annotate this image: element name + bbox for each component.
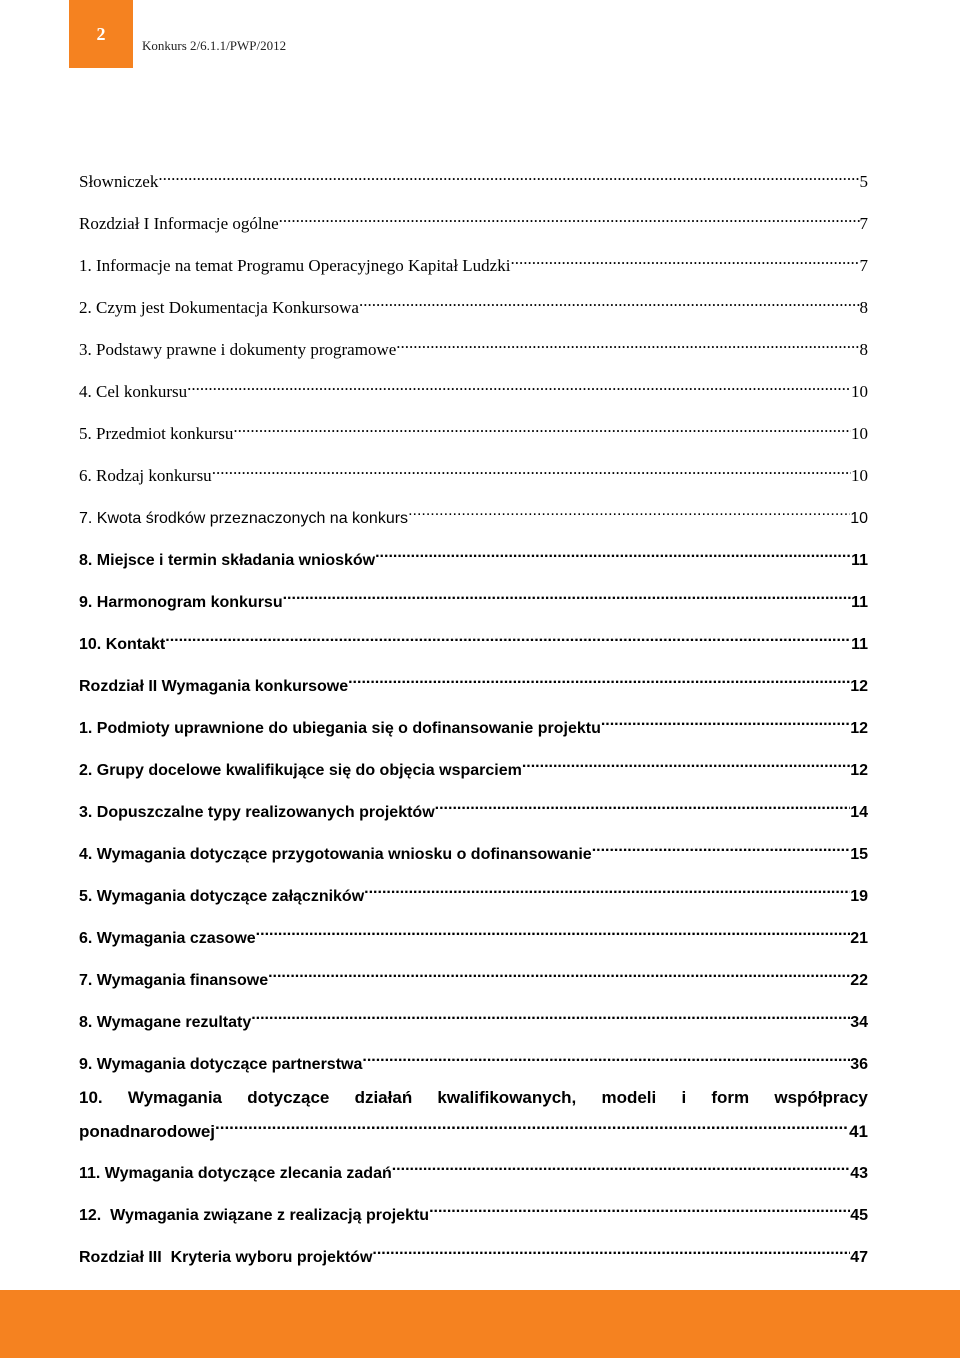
toc-entry-label: 8. Miejsce i termin składania wniosków	[79, 552, 376, 569]
toc-word: 10.	[79, 1088, 103, 1107]
toc-entry-page: 15	[850, 846, 868, 863]
toc-leader-dots	[215, 1111, 849, 1137]
toc-leader-dots	[256, 919, 851, 943]
toc-entry-page: 12	[850, 678, 868, 695]
toc-leader-dots	[364, 877, 850, 901]
toc-entry-page: 36	[850, 1056, 868, 1073]
toc-entry-1-8[interactable]	[79, 541, 868, 569]
toc-entry-page: 34	[850, 1014, 868, 1031]
toc-entry-label: 8. Wymagane rezultaty	[79, 1014, 252, 1031]
toc-entry-rozdzial-2[interactable]	[79, 667, 868, 695]
toc-leader-dots	[375, 541, 851, 565]
toc-leader-dots	[158, 163, 859, 187]
toc-entry-page: 21	[850, 930, 868, 947]
toc-entry-1-7[interactable]	[79, 499, 868, 527]
toc-leader-dots	[601, 709, 850, 733]
toc-leader-dots	[392, 1154, 850, 1178]
toc-entry-2-10[interactable]	[79, 1085, 868, 1145]
page-number-tab	[69, 0, 133, 68]
toc-word: modeli	[601, 1088, 657, 1107]
toc-entry-page: 11	[851, 594, 868, 611]
toc-entry-2-11[interactable]	[79, 1154, 868, 1182]
toc-leader-dots	[408, 499, 850, 523]
toc-entry-page: 47	[850, 1249, 868, 1266]
toc-entry-1-9[interactable]	[79, 583, 868, 611]
toc-entry-page: 10	[851, 382, 868, 401]
toc-word: działań	[354, 1088, 413, 1107]
toc-entry-label: 7. Wymagania finansowe	[79, 972, 269, 989]
toc-word: form	[711, 1088, 750, 1107]
toc-entry-page: 22	[850, 972, 868, 989]
toc-leader-dots	[348, 667, 850, 691]
toc-leader-dots	[283, 583, 851, 607]
toc-entry-page: 8	[859, 340, 868, 359]
toc-leader-dots	[187, 373, 851, 397]
toc-entry-1-4[interactable]	[79, 373, 868, 401]
toc-entry-page: 12	[850, 720, 868, 737]
toc-entry-page: 11	[851, 552, 868, 569]
toc-entry-page: 11	[851, 636, 868, 653]
toc-entry-page: 10	[851, 466, 868, 485]
toc-leader-dots	[592, 835, 851, 859]
toc-leader-dots	[362, 1045, 850, 1069]
toc-entry-page: 10	[851, 424, 868, 443]
toc-entry-label: 6. Wymagania czasowe	[79, 930, 256, 947]
toc-entry-1-6[interactable]	[79, 457, 868, 485]
toc-leader-dots	[268, 961, 850, 985]
toc-leader-dots	[429, 1196, 850, 1220]
toc-entry-slowniczek[interactable]	[79, 163, 868, 191]
document-reference: Konkurs 2/6.1.1/PWP/2012	[142, 38, 287, 53]
toc-entry-label: 2. Grupy docelowe kwalifikujące się do objęcia wsparciem	[79, 762, 522, 779]
toc-entry-page: 41	[849, 1122, 868, 1141]
toc-entry-2-12[interactable]	[79, 1196, 868, 1224]
toc-entry-label: 1. Podmioty uprawnione do ubiegania się o dofinansowanie projektu	[79, 720, 601, 737]
toc-entry-2-3[interactable]	[79, 793, 868, 821]
toc-leader-dots	[279, 205, 860, 229]
toc-entry-label: 9. Harmonogram konkursu	[79, 594, 283, 611]
toc-entry-2-8[interactable]	[79, 1003, 868, 1031]
toc-entry-label: 4. Wymagania dotyczące przygotowania wniosku o dofinansowanie	[79, 846, 592, 863]
toc-entry-label: 11. Wymagania dotyczące zlecania zadań	[79, 1165, 392, 1182]
toc-entry-2-5[interactable]	[79, 877, 868, 905]
toc-entry-1-2[interactable]	[79, 289, 868, 317]
toc-entry-rozdzial-3[interactable]	[79, 1238, 868, 1266]
toc-entry-2-7[interactable]	[79, 961, 868, 989]
toc-entry-label: 5. Przedmiot konkursu	[79, 424, 234, 443]
toc-word: kwalifikowanych,	[437, 1088, 577, 1107]
toc-entry-page: 5	[859, 172, 868, 191]
toc-word: Wymagania	[127, 1088, 222, 1107]
toc-entry-label: 4. Cel konkursu	[79, 382, 188, 401]
toc-entry-page: 8	[859, 298, 868, 317]
toc-leader-dots	[359, 289, 860, 313]
toc-word: i	[681, 1088, 687, 1107]
toc-entry-2-1[interactable]	[79, 709, 868, 737]
toc-entry-2-9[interactable]	[79, 1045, 868, 1073]
toc-leader-dots	[435, 793, 851, 817]
toc-leader-dots	[212, 457, 851, 481]
toc-entry-label: 9. Wymagania dotyczące partnerstwa	[79, 1056, 363, 1073]
toc-entry-1-1[interactable]	[79, 247, 868, 275]
toc-entry-page: 10	[850, 510, 868, 527]
toc-entry-label: Rozdział I Informacje ogólne	[79, 214, 279, 233]
toc-leader-dots	[165, 625, 851, 649]
toc-entry-page: 7	[859, 256, 868, 275]
footer-bar	[0, 1290, 960, 1358]
toc-entry-label: 5. Wymagania dotyczące załączników	[79, 888, 365, 905]
toc-entry-label: 7. Kwota środków przeznaczonych na konkurs	[79, 510, 409, 527]
toc-leader-dots	[372, 1238, 850, 1262]
toc-entry-label: 3. Podstawy prawne i dokumenty programowe	[79, 340, 397, 359]
toc-entry-2-2[interactable]	[79, 751, 868, 779]
toc-entry-1-3[interactable]	[79, 331, 868, 359]
toc-entry-page: 14	[850, 804, 868, 821]
page-number: 2	[96, 23, 106, 44]
toc-leader-dots	[510, 247, 859, 271]
toc-entry-1-10[interactable]	[79, 625, 868, 653]
toc-entry-label: Rozdział III Kryteria wyboru projektów	[79, 1249, 373, 1266]
toc-leader-dots	[522, 751, 850, 775]
toc-entry-2-6[interactable]	[79, 919, 868, 947]
toc-entry-label: 2. Czym jest Dokumentacja Konkursowa	[79, 298, 359, 317]
toc-entry-label: 6. Rodzaj konkursu	[79, 466, 212, 485]
toc-entry-label-line2	[79, 1111, 868, 1145]
toc-entry-page: 7	[859, 214, 868, 233]
toc-entry-label-continuation: ponadnarodowej	[79, 1122, 215, 1141]
toc-entry-page: 43	[850, 1165, 868, 1182]
toc-word: dotyczące	[247, 1088, 330, 1107]
toc-entry-page: 45	[850, 1207, 868, 1224]
toc-entry-label: Rozdział II Wymagania konkursowe	[79, 678, 349, 695]
toc-entry-1-5[interactable]	[79, 415, 868, 443]
toc-leader-dots	[396, 331, 859, 355]
toc-entry-page: 19	[850, 888, 868, 905]
toc-entry-label: 1. Informacje na temat Programu Operacyjnego Kapitał Ludzki	[79, 256, 511, 275]
toc-entry-label: Słowniczek	[79, 172, 159, 191]
toc-entry-label: 12. Wymagania związane z realizacją projektu	[79, 1207, 430, 1224]
toc-leader-dots	[251, 1003, 850, 1027]
toc-entry-rozdzial-1[interactable]	[79, 205, 868, 233]
toc-entry-label-line1	[79, 1085, 868, 1111]
toc-word: współpracy	[774, 1088, 868, 1107]
toc-leader-dots	[233, 415, 851, 439]
toc-entry-label: 3. Dopuszczalne typy realizowanych projektów	[79, 804, 435, 821]
toc-entry-2-4[interactable]	[79, 835, 868, 863]
toc-entry-page: 12	[850, 762, 868, 779]
toc-entry-label: 10. Kontakt	[79, 636, 166, 653]
